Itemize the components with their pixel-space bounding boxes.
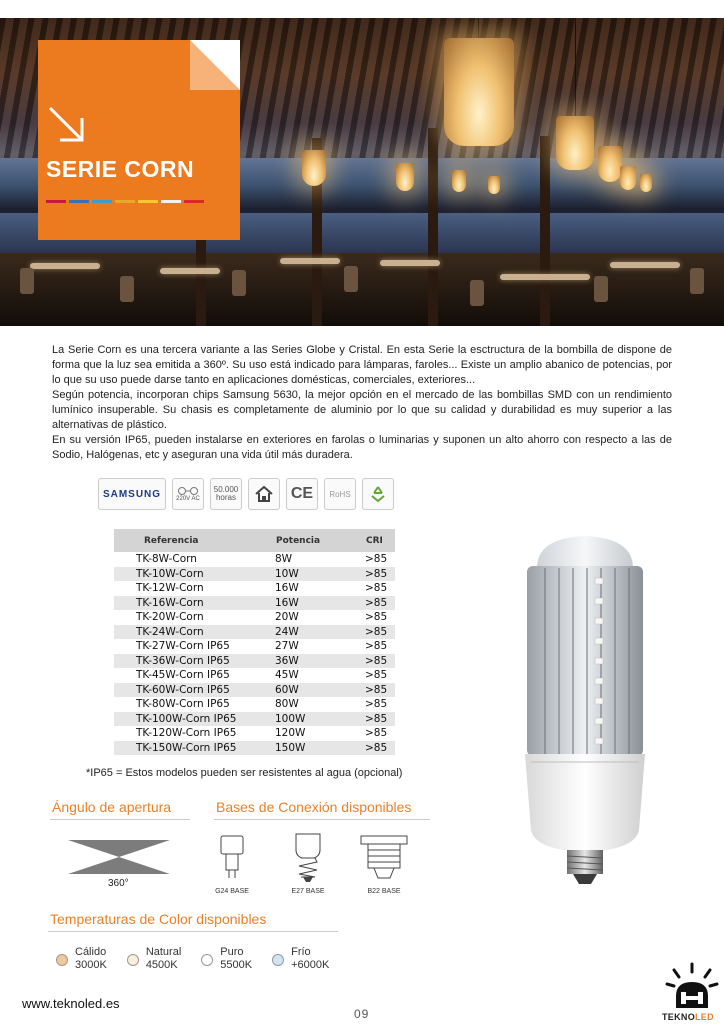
- wooden-post: [428, 128, 438, 326]
- table-row: [114, 697, 395, 712]
- chair: [470, 280, 484, 306]
- angle-heading: Ángulo de apertura: [52, 799, 172, 815]
- temperature-label: [220, 946, 252, 972]
- e27-base-label: E27 BASE: [291, 888, 325, 895]
- table-row: [114, 741, 395, 756]
- divider: [214, 819, 430, 820]
- corn-bulb-image: [515, 530, 655, 890]
- temps-heading: Temperaturas de Color disponibles: [50, 911, 267, 927]
- pendant-lamp: [640, 174, 652, 192]
- g24-base-icon: [217, 834, 247, 882]
- cell-referencia: TK-60W-Corn IP65: [114, 683, 275, 698]
- temperature-name: Puro: [220, 946, 244, 958]
- series-badge: [38, 40, 240, 240]
- header-referencia: Referencia: [114, 529, 275, 552]
- hours-value: 50.000: [213, 485, 239, 494]
- cell-potencia: 45W: [275, 668, 365, 683]
- cell-referencia: TK-16W-Corn: [114, 596, 275, 611]
- table: [160, 268, 220, 274]
- divider: [50, 819, 190, 820]
- samsung-logo: SAMSUNG: [98, 478, 166, 510]
- cell-potencia: 36W: [275, 654, 365, 669]
- color-temperature-item: [127, 946, 181, 972]
- temperature-kelvin: +6000K: [291, 959, 330, 971]
- pendant-lamp: [302, 150, 326, 186]
- ce-mark: CE: [286, 478, 318, 510]
- cell-potencia: 150W: [275, 741, 365, 756]
- cell-cri: >85: [365, 610, 395, 625]
- certification-row: [98, 478, 394, 510]
- intro-text: [52, 343, 672, 463]
- temperature-kelvin: 3000K: [75, 959, 107, 971]
- table: [500, 274, 590, 280]
- cell-potencia: 20W: [275, 610, 365, 625]
- pendant-lamp: [620, 166, 636, 190]
- table: [610, 262, 680, 268]
- color-swatch-icon: [272, 954, 284, 966]
- temperature-label: [291, 946, 329, 972]
- cell-potencia: 8W: [275, 552, 365, 567]
- table-row: [114, 726, 395, 741]
- header-potencia: Potencia: [275, 529, 365, 552]
- voltage-label: 220V AC: [176, 496, 200, 502]
- table-row: [114, 596, 395, 611]
- page-number: 09: [354, 1007, 370, 1021]
- lamp-cord: [478, 18, 479, 38]
- temperature-label: [75, 946, 107, 972]
- chair: [594, 276, 608, 302]
- intro-paragraph: Según potencia, incorporan chips Samsung 5630, la mejor opción en el mercado de las bombillas SMD con un rendimiento lumínico insuperable. Su chasis es completamente de aluminio por lo que su calidad y durabilidad es muy superior a las alternativas de plástico.: [52, 389, 672, 431]
- cell-cri: >85: [365, 654, 395, 669]
- cell-referencia: TK-10W-Corn: [114, 567, 275, 582]
- cell-potencia: 100W: [275, 712, 365, 727]
- color-swatch-icon: [201, 954, 213, 966]
- plug-icon: [177, 486, 199, 496]
- chair: [20, 268, 34, 294]
- cell-referencia: TK-24W-Corn: [114, 625, 275, 640]
- table-row: [114, 552, 395, 567]
- pendant-lamp: [444, 38, 514, 146]
- brand-tekno: TEKNO: [662, 1012, 695, 1022]
- ip65-note: *IP65 = Estos modelos pueden ser resistentes al agua (opcional): [86, 767, 403, 779]
- b22-base-label: B22 BASE: [367, 888, 401, 895]
- cell-cri: >85: [365, 712, 395, 727]
- bases-heading: Bases de Conexión disponibles: [216, 799, 412, 815]
- color-temperature-item: [272, 946, 329, 972]
- table-row: [114, 668, 395, 683]
- pendant-lamp: [598, 146, 622, 182]
- b22-base-icon: [358, 834, 410, 882]
- wooden-post: [540, 136, 550, 326]
- cell-referencia: TK-120W-Corn IP65: [114, 726, 275, 741]
- cell-cri: >85: [365, 581, 395, 596]
- color-temperature-item: [201, 946, 252, 972]
- table-row: [114, 683, 395, 698]
- color-temperature-list: [56, 946, 329, 972]
- temperature-kelvin: 5500K: [220, 959, 253, 971]
- table-row: [114, 654, 395, 669]
- pendant-lamp: [488, 176, 500, 194]
- voltage-icon: [172, 478, 204, 510]
- chair: [120, 276, 134, 302]
- home-icon: [254, 484, 274, 504]
- cell-cri: >85: [365, 668, 395, 683]
- temperature-label: [146, 946, 181, 972]
- temperature-kelvin: 4500K: [145, 959, 178, 971]
- cell-referencia: TK-27W-Corn IP65: [114, 639, 275, 654]
- cell-cri: >85: [365, 697, 395, 712]
- cell-referencia: TK-8W-Corn: [114, 552, 275, 567]
- color-bars: [46, 200, 204, 203]
- cell-potencia: 120W: [275, 726, 365, 741]
- cell-potencia: 16W: [275, 596, 365, 611]
- beam-angle-icon: [68, 838, 170, 876]
- cell-referencia: TK-36W-Corn IP65: [114, 654, 275, 669]
- color-bar: [161, 200, 181, 203]
- spec-table: [114, 529, 395, 755]
- color-bar: [92, 200, 112, 203]
- website: www.teknoled.es: [22, 996, 120, 1011]
- color-bar: [46, 200, 66, 203]
- table-row: [114, 567, 395, 582]
- cell-potencia: 10W: [275, 567, 365, 582]
- cell-cri: >85: [365, 625, 395, 640]
- divider: [48, 931, 338, 932]
- table-row: [114, 610, 395, 625]
- cell-referencia: TK-80W-Corn IP65: [114, 697, 275, 712]
- header-cri: CRI: [365, 529, 395, 552]
- lamp-cord: [575, 18, 576, 116]
- hero-photo: [0, 18, 724, 326]
- color-bar: [138, 200, 158, 203]
- table-row: [114, 712, 395, 727]
- hours-unit: horas: [215, 493, 236, 502]
- chair: [232, 270, 246, 296]
- table-row: [114, 625, 395, 640]
- lifetime-icon: [210, 478, 242, 510]
- pendant-lamp: [556, 116, 594, 170]
- brand-name: [662, 1012, 714, 1022]
- cell-cri: >85: [365, 683, 395, 698]
- cell-cri: >85: [365, 741, 395, 756]
- recycle-arrows-icon: [368, 484, 388, 504]
- cell-referencia: TK-100W-Corn IP65: [114, 712, 275, 727]
- color-bar: [184, 200, 204, 203]
- intro-paragraph: En su versión IP65, pueden instalarse en exteriores en farolas o luminarias y suponen un alto ahorro con respecto a las de Sodio, Halógenas, etc y aseguran una vida útil más duradera.: [52, 434, 672, 461]
- cell-referencia: TK-150W-Corn IP65: [114, 741, 275, 756]
- color-swatch-icon: [127, 954, 139, 966]
- temperature-name: Cálido: [75, 946, 107, 958]
- e27-base-icon: [292, 832, 324, 884]
- intro-paragraph: La Serie Corn es una tercera variante a las Series Globe y Cristal. En esta Serie la esctructura de la bombilla de dispone de forma que la luz sea emitida a 360º. Su uso está indicado para lámparas, faroles... Existe un amplio abanico de potencias, por lo que su uso puede darse tanto en aplicaciones domésticas, comerciales, exteriores...: [52, 344, 672, 386]
- cell-cri: >85: [365, 552, 395, 567]
- cell-cri: >85: [365, 726, 395, 741]
- chair: [690, 268, 704, 294]
- cell-potencia: 27W: [275, 639, 365, 654]
- house-icon: [248, 478, 280, 510]
- cell-potencia: 60W: [275, 683, 365, 698]
- angle-value: 360°: [108, 878, 129, 889]
- table-row: [114, 581, 395, 596]
- color-bar: [115, 200, 135, 203]
- cell-referencia: TK-12W-Corn: [114, 581, 275, 596]
- pendant-lamp: [452, 170, 466, 192]
- page-fold-corner: [190, 40, 240, 90]
- cell-referencia: TK-20W-Corn: [114, 610, 275, 625]
- table: [30, 263, 100, 269]
- pendant-lamp: [396, 163, 414, 191]
- rohs-mark: RoHS: [324, 478, 356, 510]
- table: [380, 260, 440, 266]
- temperature-name: Natural: [145, 946, 182, 958]
- color-bar: [69, 200, 89, 203]
- g24-base-label: G24 BASE: [215, 888, 249, 895]
- cell-cri: >85: [365, 639, 395, 654]
- cell-cri: >85: [365, 567, 395, 582]
- arrow-down-right-icon: [46, 104, 86, 144]
- brand-led: LED: [695, 1012, 714, 1022]
- color-swatch-icon: [56, 954, 68, 966]
- cell-potencia: 16W: [275, 581, 365, 596]
- table-row: [114, 639, 395, 654]
- chair: [344, 266, 358, 292]
- table-header-row: [114, 529, 395, 552]
- cell-potencia: 80W: [275, 697, 365, 712]
- recycle-icon: [362, 478, 394, 510]
- table: [280, 258, 340, 264]
- color-temperature-item: [56, 946, 107, 972]
- cell-potencia: 24W: [275, 625, 365, 640]
- cell-referencia: TK-45W-Corn IP65: [114, 668, 275, 683]
- cell-cri: >85: [365, 596, 395, 611]
- series-title: SERIE CORN: [46, 156, 195, 182]
- temperature-name: Frío: [291, 946, 311, 958]
